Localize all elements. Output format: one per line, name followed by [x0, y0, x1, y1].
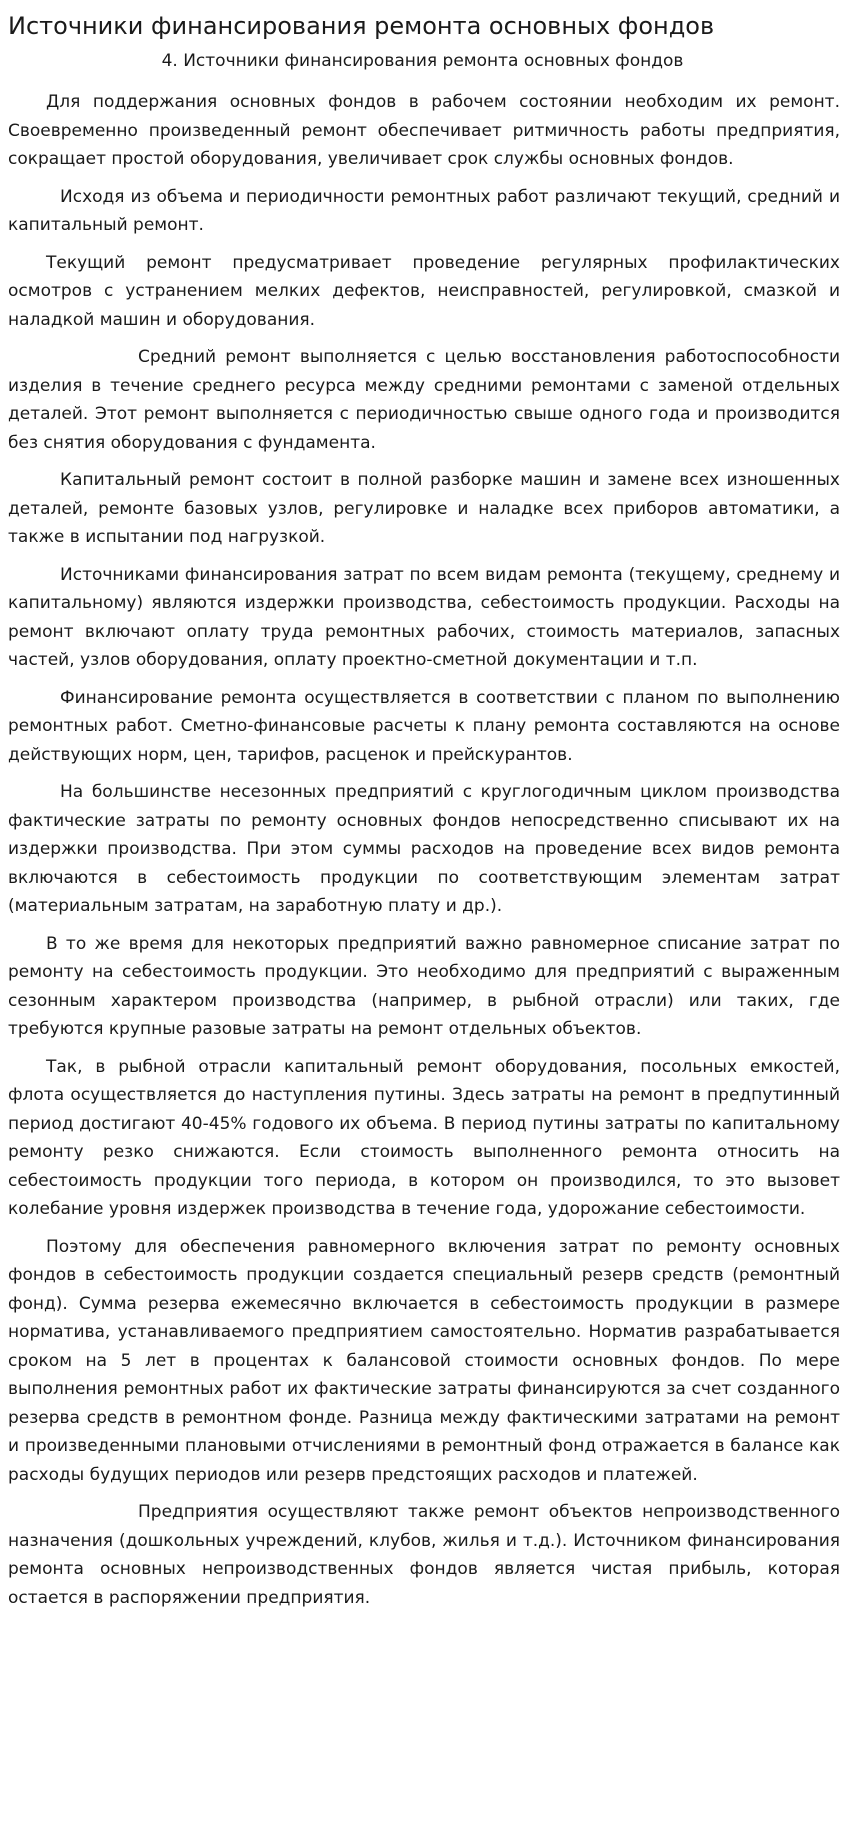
article-body [8, 88, 840, 1612]
paragraph: Источниками финансирования затрат по всем видам ремонта (текущему, среднему и капитальному) являются издержки производства, себестоимость продукции. Расходы на ремонт включают оплату труда ремонтных рабочих, стоимость материалов, запасных частей, узлов оборудования, оплату проектно-сметной документации и т.п. [8, 564, 840, 670]
paragraph: Средний ремонт выполняется с целью восстановления работоспособности изделия в течение среднего ресурса между средними ремонтами с заменой отдельных деталей. Этот ремонт выполняется с периодичностью свыше одного года и производится без снятия оборудования с фундамента. [8, 347, 840, 453]
paragraph: Текущий ремонт предусматривает проведение регулярных профилактических осмотров с устранением мелких дефектов, неисправностей, регулировкой, смазкой и наладкой машин и оборудования. [8, 252, 840, 330]
paragraph: На большинстве несезонных предприятий с круглогодичным циклом производства фактические затраты по ремонту основных фондов непосредственно списывают их на издержки производства. При этом суммы расходов на проведение всех видов ремонта включаются в себестоимость продукции по соответствующим элементам затрат (материальным затратам, на заработную плату и др.). [8, 782, 840, 916]
paragraph: Исходя из объема и периодичности ремонтных работ различают текущий, средний и капитальный ремонт. [8, 186, 840, 235]
paragraph: Для поддержания основных фондов в рабочем состоянии необходим их ремонт. Своевременно произведенный ремонт обеспечивает ритмичность работы предприятия, сокращает простой оборудования, увеличивает срок службы основных фондов. [8, 92, 840, 169]
section-heading: 4. Источники финансирования ремонта основных фондов [161, 51, 684, 71]
paragraph: Финансирование ремонта осуществляется в соответствии с планом по выполнению ремонтных работ. Сметно-финансовые расчеты к плану ремонта составляются на основе действующих норм, цен, тарифов, расценок и прейскурантов. [8, 687, 840, 765]
paragraph: Предприятия осуществляют также ремонт объектов непроизводственного назначения (дошкольных учреждений, клубов, жилья и т.д.). Источником финансирования ремонта основных непроизводственных фондов является чистая прибыль, которая остается в распоряжении предприятия. [8, 1502, 840, 1608]
paragraph: Капитальный ремонт состоит в полной разборке машин и замене всех изношенных деталей, ремонте базовых узлов, регулировке и наладке всех приборов автоматики, а также в испытании под нагрузкой. [8, 470, 840, 547]
paragraph: Так, в рыбной отрасли капитальный ремонт оборудования, посольных емкостей, флота осуществляется до наступления путины. Здесь затраты на ремонт в предпутинный период достигают 40-45% годового их объема. В период путины затраты по капитальному ремонту резко снижаются. Если стоимость выполненного ремонта относить на себестоимость продукции того периода, в котором он производился, то это вызовет колебание уровня издержек производства в течение года, удорожание себестоимости. [8, 1056, 840, 1219]
page-title: Источники финансирования ремонта основных фондов [8, 12, 715, 40]
paragraph: В то же время для некоторых предприятий важно равномерное списание затрат по ремонту на себестоимость продукции. Это необходимо для предприятий с выраженным сезонным характером производства (например, в рыбной отрасли) или таких, где требуются крупные разовые затраты на ремонт отдельных объектов. [8, 933, 840, 1039]
paragraph: Поэтому для обеспечения равномерного включения затрат по ремонту основных фондов в себестоимость продукции создается специальный резерв средств (ремонтный фонд). Сумма резерва ежемесячно включается в себестоимость продукции в размере норматива, устанавливаемого предприятием самостоятельно. Норматив разрабатывается сроком на 5 лет в процентах к балансовой стоимости основных фондов. По мере выполнения ремонтных работ их фактические затраты финансируются за счет созданного резерва средств в ремонтном фонде. Разница между фактическими затратами на ремонт и произведенными плановыми отчислениями в ремонтный фонд отражается в балансе как расходы будущих периодов или резерв предстоящих расходов и платежей. [8, 1236, 840, 1485]
